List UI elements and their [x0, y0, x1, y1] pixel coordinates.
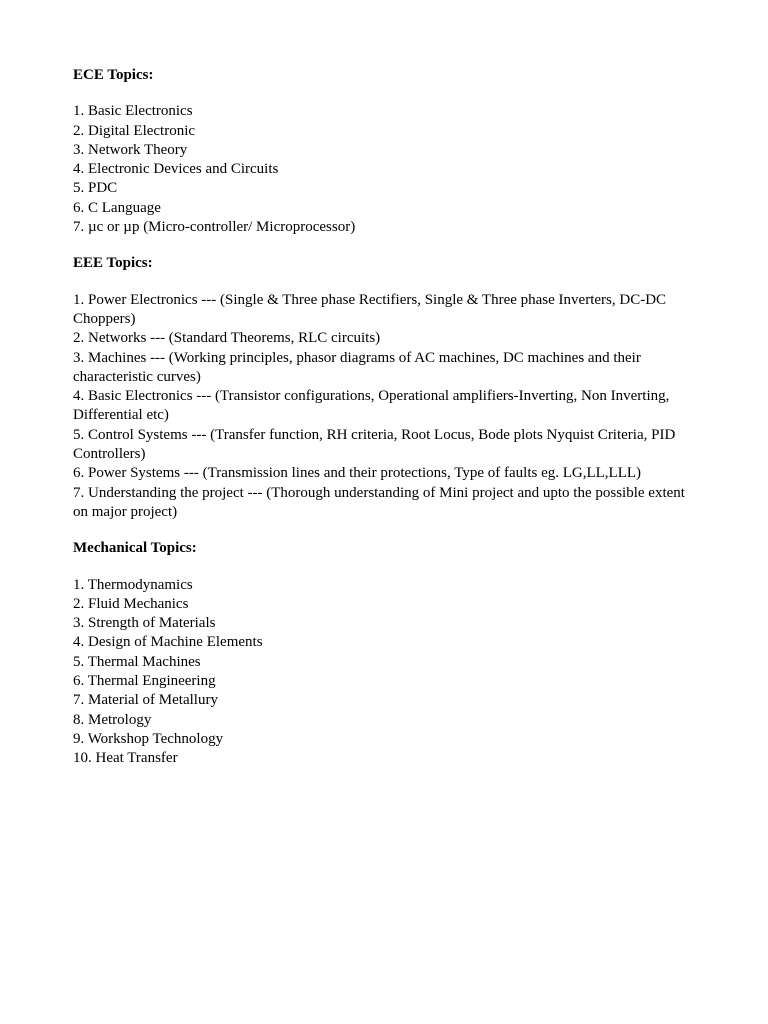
list-item: 8. Metrology [73, 711, 152, 728]
list-item: 4. Electronic Devices and Circuits [73, 161, 279, 178]
list-item: 6. Thermal Engineering [73, 673, 216, 690]
list-item: 6. Power Systems --- (Transmission lines and their protections, Type of faults eg. LG,LL,LLL) [73, 465, 642, 482]
ece-heading: ECE Topics: [73, 67, 154, 83]
mechanical-heading: Mechanical Topics: [73, 540, 197, 557]
list-item: 3. Network Theory [73, 141, 188, 158]
list-item: 3. Machines --- (Working principles, phasor diagrams of AC machines, DC machines and their characteristic curves) [73, 349, 641, 385]
list-item: 7. Material of Metallury [73, 692, 218, 709]
list-item: 7. µc or µp (Micro-controller/ Microprocessor) [73, 219, 356, 236]
mechanical-topic-list [73, 576, 695, 769]
list-item: 3. Strength of Materials [73, 615, 216, 632]
spacer [73, 559, 695, 576]
list-item: 6. C Language [73, 199, 161, 216]
list-item: 9. Workshop Technology [73, 730, 224, 747]
list-item: 1. Power Electronics --- (Single & Three phase Rectifiers, Single & Three phase Inverters, DC-DC Choppers) [73, 291, 667, 327]
list-item: 10. Heat Transfer [73, 750, 178, 767]
ece-topic-list [73, 102, 695, 237]
document-page [73, 66, 695, 769]
list-item: 1. Thermodynamics [73, 576, 193, 593]
list-item: 2. Digital Electronic [73, 122, 196, 139]
list-item: 2. Networks --- (Standard Theorems, RLC circuits) [73, 330, 381, 347]
eee-topic-list [73, 291, 695, 523]
spacer [73, 522, 695, 539]
list-item: 4. Basic Electronics --- (Transistor configurations, Operational amplifiers-Inverting, Non Inverting, Differential etc) [73, 388, 670, 424]
list-item: 4. Design of Machine Elements [73, 634, 263, 651]
list-item: 7. Understanding the project --- (Thorough understanding of Mini project and upto the possible extent on major project) [73, 484, 685, 520]
spacer [73, 237, 695, 254]
list-item: 5. Thermal Machines [73, 653, 201, 670]
spacer [73, 85, 695, 102]
eee-heading: EEE Topics: [73, 255, 153, 272]
list-item: 2. Fluid Mechanics [73, 595, 189, 612]
list-item: 5. PDC [73, 180, 118, 197]
list-item: 5. Control Systems --- (Transfer function, RH criteria, Root Locus, Bode plots Nyquist Criteria, PID Controllers) [73, 426, 676, 463]
list-item: 1. Basic Electronics [73, 103, 193, 120]
spacer [73, 274, 695, 291]
